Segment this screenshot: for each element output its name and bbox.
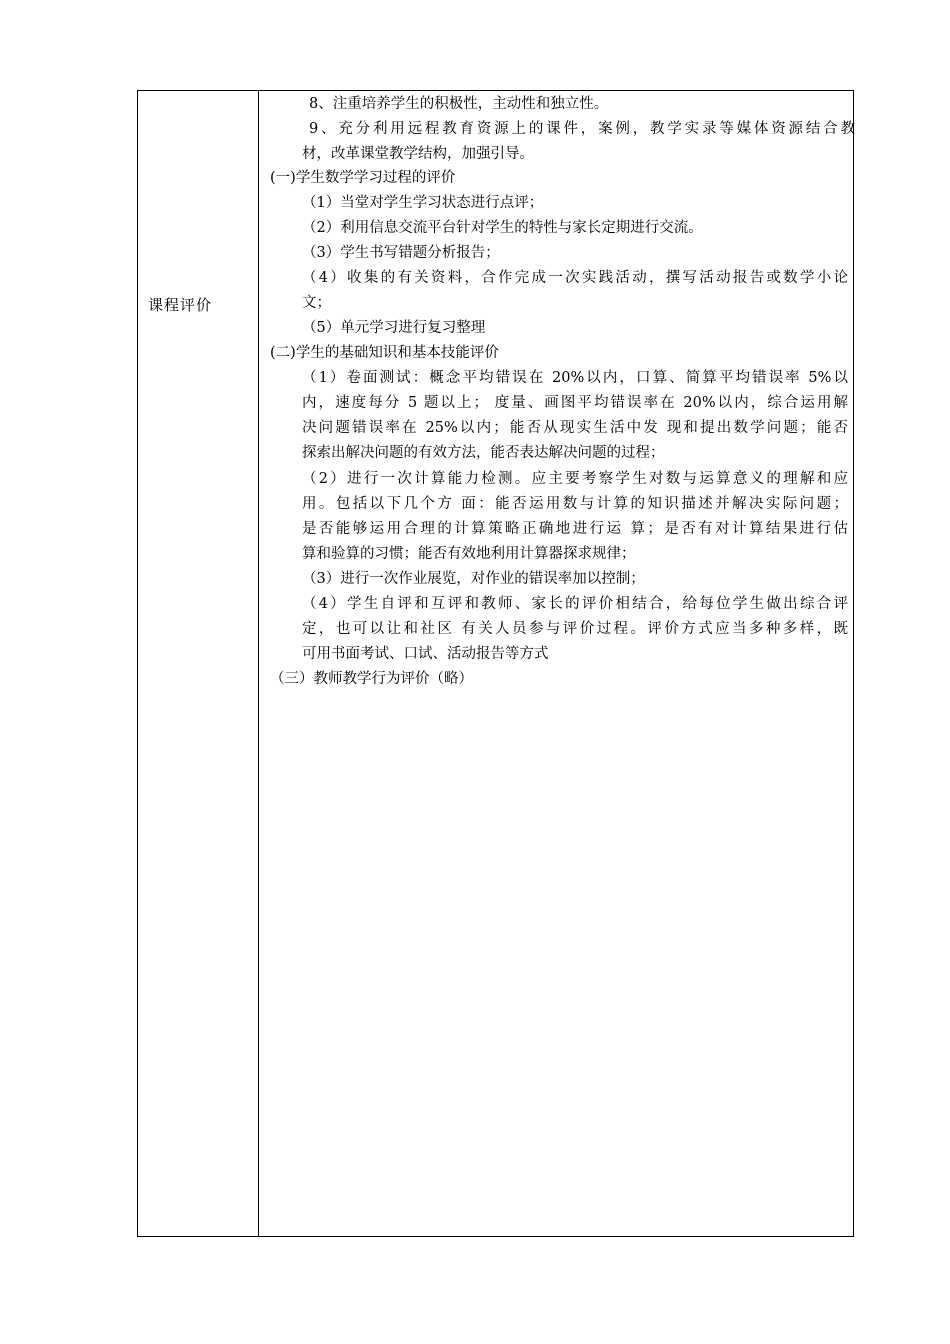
text-line: （2）进行一次计算能力检测。应主要考察学生对数与运算意义的理解和应: [302, 471, 848, 487]
column-divider: [258, 90, 259, 1237]
text-line: 是否能够运用合理的计算策略正确地进行运 算；是否有对计算结果进行估: [302, 521, 848, 537]
text-line: 算和验算的习惯；能否有效地利用计算器探求规律；: [302, 546, 636, 562]
text-line: （4）收集的有关资料，合作完成一次实践活动，撰写活动报告或数学小论: [302, 270, 848, 286]
text-line: （2）利用信息交流平台针对学生的特性与家长定期进行交流。: [302, 220, 703, 236]
text-line: 决问题错误率在 25%以内；能否从现实生活中发 现和提出数学问题；能否: [302, 420, 848, 436]
section-heading: (二)学生的基础知识和基本技能评价: [270, 345, 499, 361]
section-heading: （三）教师教学行为评价（略）: [270, 671, 473, 687]
section-heading: (一)学生数学学习过程的评价: [270, 170, 456, 186]
text-line: 9、充分利用远程教育资源上的课件，案例，教学实录等媒体资源结合教: [309, 121, 855, 137]
text-line: 8、注重培养学生的积极性，主动性和独立性。: [309, 96, 609, 112]
text-line: （1）当堂对学生学习状态进行点评；: [302, 195, 544, 211]
text-line: 内，速度每分 5 题以上； 度量、画图平均错误率在 20%以内，综合运用解: [302, 395, 848, 411]
text-line: （4）学生自评和互评和教师、家长的评价相结合，给每位学生做出综合评: [302, 596, 848, 612]
text-line: （5）单元学习进行复习整理: [302, 320, 486, 336]
text-line: 可用书面考试、口试、活动报告等方式: [302, 646, 549, 662]
text-line: 文；: [302, 295, 331, 311]
text-line: 探索出解决问题的有效方法，能否表达解决问题的过程；: [302, 445, 665, 461]
text-line: 材，改革课堂教学结构，加强引导。: [302, 146, 534, 162]
text-line: （3）进行一次作业展览，对作业的错误率加以控制；: [302, 571, 645, 587]
row-label: 课程评价: [148, 296, 213, 314]
text-line: 用。包括以下几个方 面：能否运用数与计算的知识描述并解决实际问题；: [302, 496, 848, 512]
text-line: （1）卷面测试：概念平均错误在 20%以内，口算、简算平均错误率 5%以: [302, 370, 848, 386]
text-line: 定，也可以让和社区 有关人员参与评价过程。评价方式应当多种多样，既: [302, 621, 848, 637]
text-line: （3）学生书写错题分析报告；: [302, 245, 500, 261]
